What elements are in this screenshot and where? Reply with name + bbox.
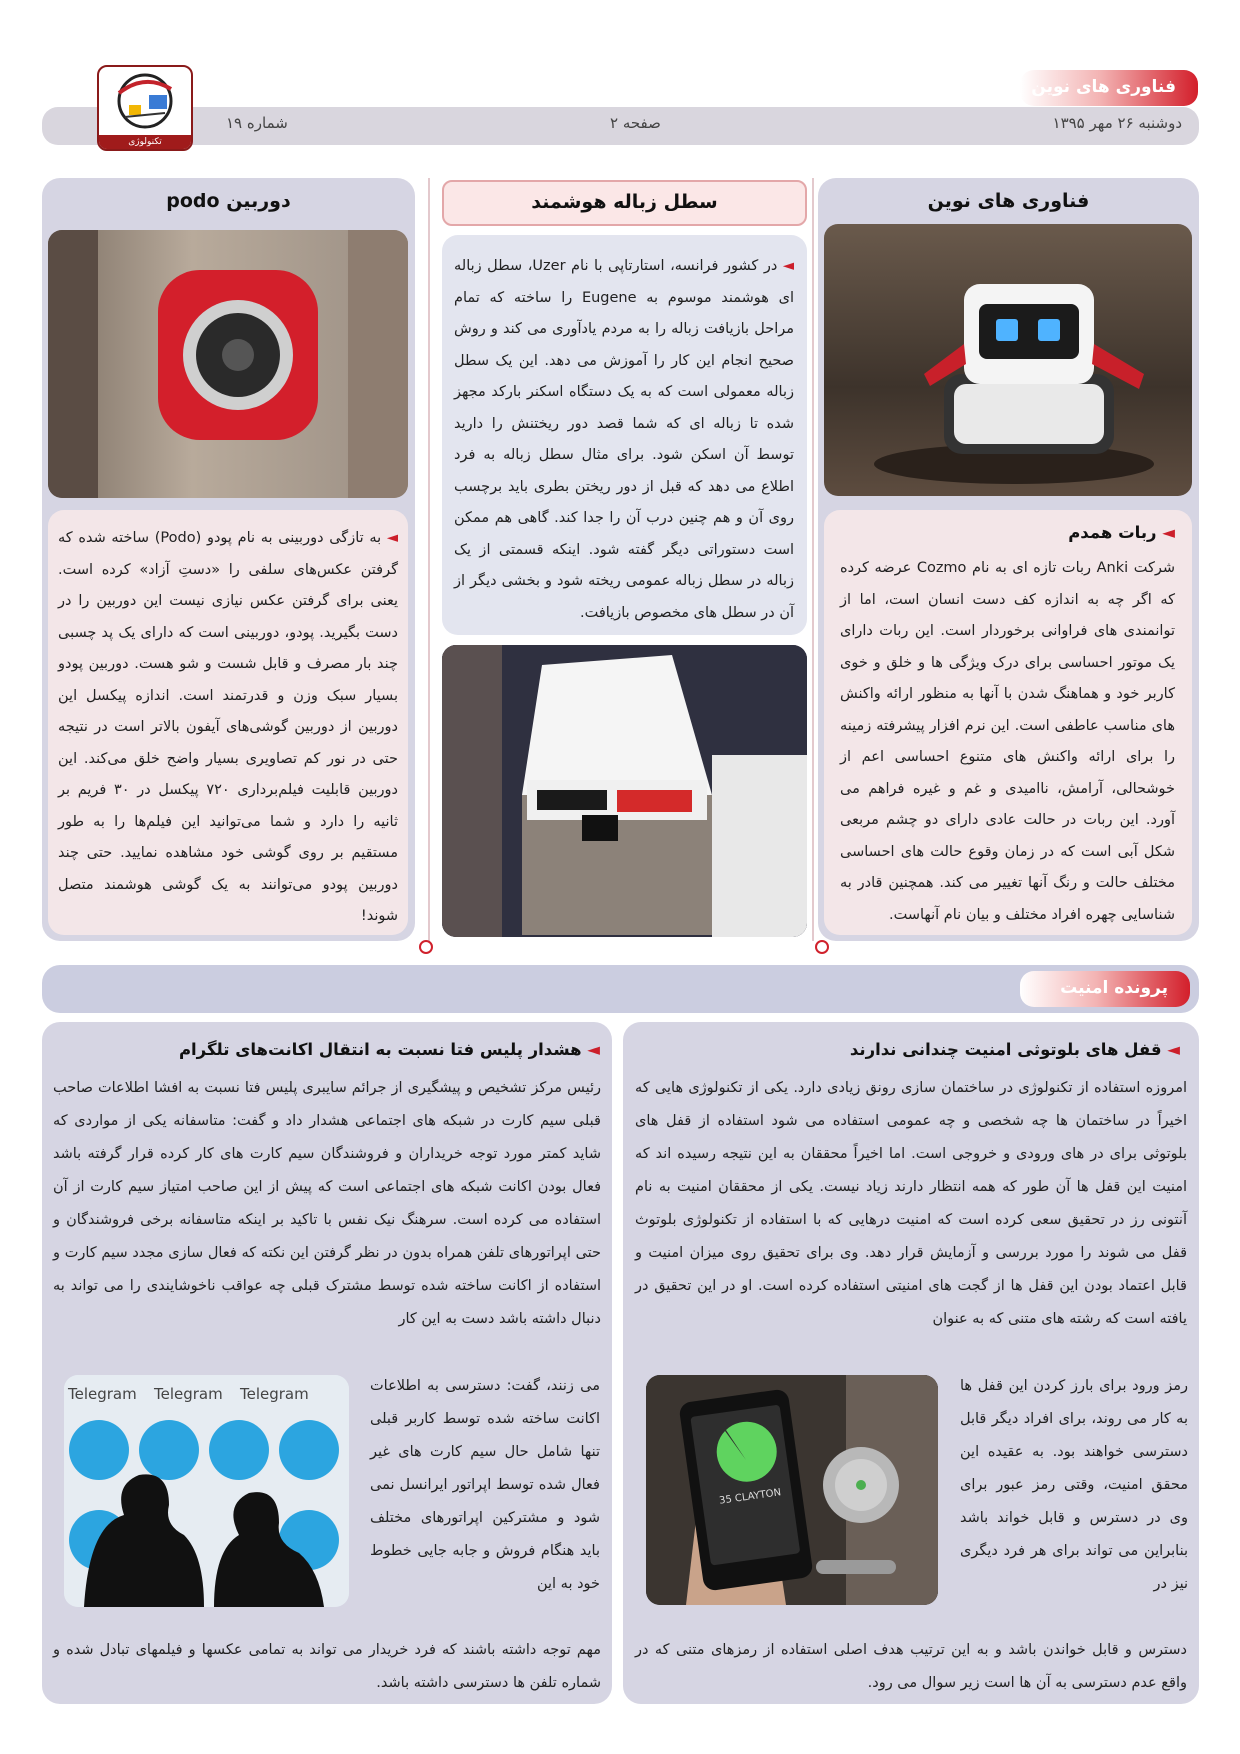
issue-date: دوشنبه ۲۶ مهر ۱۳۹۵ xyxy=(1052,114,1182,132)
bullet-arrow-icon: ◄ xyxy=(1161,1040,1180,1059)
decorative-dot xyxy=(815,940,829,954)
bluetooth-lock-photo xyxy=(646,1375,938,1605)
telegram-headline-text: هشدار پلیس فتا نسبت به انتقال اکانت‌های تلگرام xyxy=(178,1040,582,1059)
section-tab-security: پرونده امنیت xyxy=(1020,971,1190,1007)
robot-article-text: شرکت Anki ربات تازه ای به نام Cozmo عرضه کرده که اگر چه به اندازه کف دست انسان است، اما از توانمندی های فراوانی برخوردار است. این ربات دارای یک موتور احساسی برای درک ویژگی ها و خلق و خوی کاربر خود و هماهنگ شدن با آنها به منظور ارائه واکنش های مناسب عاطفی است. این نرم افزار پیشرفته زمینه را برای ارائه واکنش های متنوع احساسی اعم از خوشحالی، آرامش، ناامیدی و غم و غیره فراهم می آورد. این ربات در حالت عادی دارای دو چشم مربعی شکل آبی است که در زمان وقوع حالت های احساسی مختلف حالت و رنگ آنها تغییر می کند. همچنین قادر به شناسایی چهره افراد مختلف و بیان نام آنهاست. xyxy=(840,560,1175,923)
telegram-text-top: رئیس مرکز تشخیص و پیشگیری از جرائم سایبری پلیس فتا نسبت به افشا اطلاعات صاحب قبلی سیم کارت در شبکه های اجتماعی هشدار داد و گفت: متاسفانه یکی از مواردی که شاید کمتر مورد توجه خریداران و فروشندگان سیم کارت های کار کرده قرار گرفته باشد فعال بودن اکانت شبکه های اجتماعی است که پیش از این صاحب امتیاز سیم کارت از آن استفاده می کرده است. سرهنگ نیک نفس با تاکید بر اینکه متاسفانه برخی فروشندگان و حتی اپراتورهای تلفن همراه بدون در نظر گرفتن این نکته که فعال سازی مجدد سیم کارت و استفاده از اکانت ساخته شده توسط مشترک قبلی چه عواقب ناخوشایندی را می تواند به دنبال داشته باشد دست به این کار xyxy=(53,1080,601,1327)
telegram-text-bottom: مهم توجه داشته باشند که فرد خریدار می تواند به تمامی عکسها و فیلمهای تبادل شده و شماره تلفن ها دسترسی داشته باشد. xyxy=(53,1642,601,1691)
trash-article-text: در کشور فرانسه، استارتاپی با نام Uzer، سطل زباله ای هوشمند موسوم به Eugene را ساخته که تمام مراحل بازیافت زباله را به مردم یادآوری می کند و روش صحیح انجام این کار را آموزش می دهد. این یک سطل زباله معمولی است که به یک دستگاه اسکنر بارکد مجهز شده تا زباله ای که شما قصد دور ریختنش را دارید توسط آن اسکن شود. برای مثال سطل زباله به فرد اطلاع می دهد که قبل از دور ریختن بطری باید برچسب روی آن و هم چنین درب آن را جدا کند. گاهی هم ممکن است دستوراتی دیگر گفته شود. اینکه قسمتی از یک زباله در سطل زباله عمومی ریخته شود و بخشی دیگر از آن در سطل های مخصوص بازیافت. xyxy=(454,258,795,621)
trash-column-title: سطل زباله هوشمند xyxy=(531,191,718,213)
bullet-arrow-icon: ◄ xyxy=(777,258,795,274)
section-tab-new-tech: فناوری های نوین xyxy=(1020,70,1198,106)
bullet-arrow-icon: ◄ xyxy=(1156,523,1175,542)
telegram-word: Telegram xyxy=(240,1385,309,1403)
telegram-word: Telegram xyxy=(154,1385,223,1403)
bullet-arrow-icon: ◄ xyxy=(581,1040,600,1059)
lock-text-top: امروزه استفاده از تکنولوژی در ساختمان سازی رونق زیادی دارد. یکی از تکنولوژی هایی که اخیراً در ساختمان ها چه شخصی و چه عمومی استفاده می شود استفاده از قفل های بلوتوثی برای در های ورودی و خروجی است. اما اخیراً محققان به این نتیجه رسیده اند که امنیت این قفل ها آن طور که همه انتظار دارند زیاد نیست. یکی از محققان امنیت به نام آنتونی رز در تحقیق سعی کرده است که امنیت درهایی که با استفاده از تکنولوژی بلوتوث قفل می شوند را مورد بررسی و آزمایش قرار دهد. وی برای تحقیق روی میزان امنیت و قابل اعتماد بودن این قفل ها از گجت های امنیتی استفاده کرده است. او در این تحقیق در یافته است که رشته های متنی که به عنوان xyxy=(635,1080,1187,1327)
podo-column-title: دوربین podo xyxy=(166,190,291,212)
podo-camera-photo xyxy=(48,230,408,498)
lock-text-bottom: دسترس و قابل خواندن باشد و به این ترتیب هدف اصلی استفاده از رمزهای متنی که در واقع عدم دسترسی به آن ها است زیر سوال می رود. xyxy=(635,1642,1187,1691)
telegram-word: Telegram xyxy=(68,1385,137,1403)
lock-headline xyxy=(640,1040,1180,1059)
lock-headline-text: قفل های بلوتوثی امنیت چندانی ندارند xyxy=(849,1040,1162,1059)
smart-trash-photo xyxy=(442,645,807,937)
podo-article-text: به تازگی دوربینی به نام پودو (Podo) ساخته شده که گرفتن عکس‌های سلفی را «دستِ آزاد» کرده است. یعنی برای گرفتن عکس نیازی نیست این دوربین را در دست بگیرید. پودو، دوربینی است که دارای یک پد چسبی چند بار مصرف و قابل شست و شو هست. دوربین پودو بسیار سبک وزن و قدرتمند است. اندازه پیکسل این دوربین از دوربین گوشی‌های آیفون بالاتر است در نتیجه حتی در نور کم تصاویری بسیار واضح خلق می‌کند. این دوربین قابلیت فیلم‌برداری ۷۲۰ پیکسل در ۳۰ فریم بر ثانیه را دارد و شما می‌توانید این فیلم‌ها را به طور مستقیم بر روی گوشی خود مشاهده نمایید. حتی چند دوربین پودو می‌توانند به یک گوشی هوشمند متصل شوند! xyxy=(58,530,398,924)
lock-text-side: رمز ورود برای بارز کردن این قفل ها به کار می روند، برای افراد دیگر قابل دسترسی خواهند بود. به عقیده این محقق امنیت، وقتی رمز عبور برای وی در دسترس و قابل خواند باشد بنابراین می تواند برای هر فرد دیگری نیز در xyxy=(960,1378,1188,1592)
magazine-logo xyxy=(97,65,193,151)
telegram-headline xyxy=(55,1040,600,1059)
decorative-dot xyxy=(419,940,433,954)
column-divider xyxy=(812,178,814,941)
telegram-text-side: می زنند، گفت: دسترسی به اطلاعات اکانت ساخته شده توسط کاربر قبلی تنها شامل حال سیم کارت های غیر فعال شده توسط اپراتور ایرانسل نمی شود و مشترکین اپراتورهای مختلف باید هنگام فروش و جابه جایی خطوط خود به این xyxy=(370,1378,600,1592)
robot-subhead xyxy=(840,523,1175,542)
logo-caption: تکنولوژی xyxy=(99,135,191,149)
bullet-arrow-icon: ◄ xyxy=(381,530,399,546)
page-number: صفحه ۲ xyxy=(610,114,661,132)
podo-article xyxy=(58,523,398,933)
robot-column-title: فناوری های نوین xyxy=(927,190,1090,212)
robot-subhead-text: ربات همدم xyxy=(1068,523,1157,542)
phone-screen-text: 35 CLAYTON xyxy=(718,1487,782,1507)
column-divider xyxy=(428,178,430,941)
telegram-collage xyxy=(64,1375,349,1607)
telegram-photo xyxy=(64,1375,349,1607)
issue-number: شماره ۱۹ xyxy=(226,114,288,132)
trash-article xyxy=(454,251,794,629)
cozmo-robot-photo xyxy=(824,224,1192,496)
